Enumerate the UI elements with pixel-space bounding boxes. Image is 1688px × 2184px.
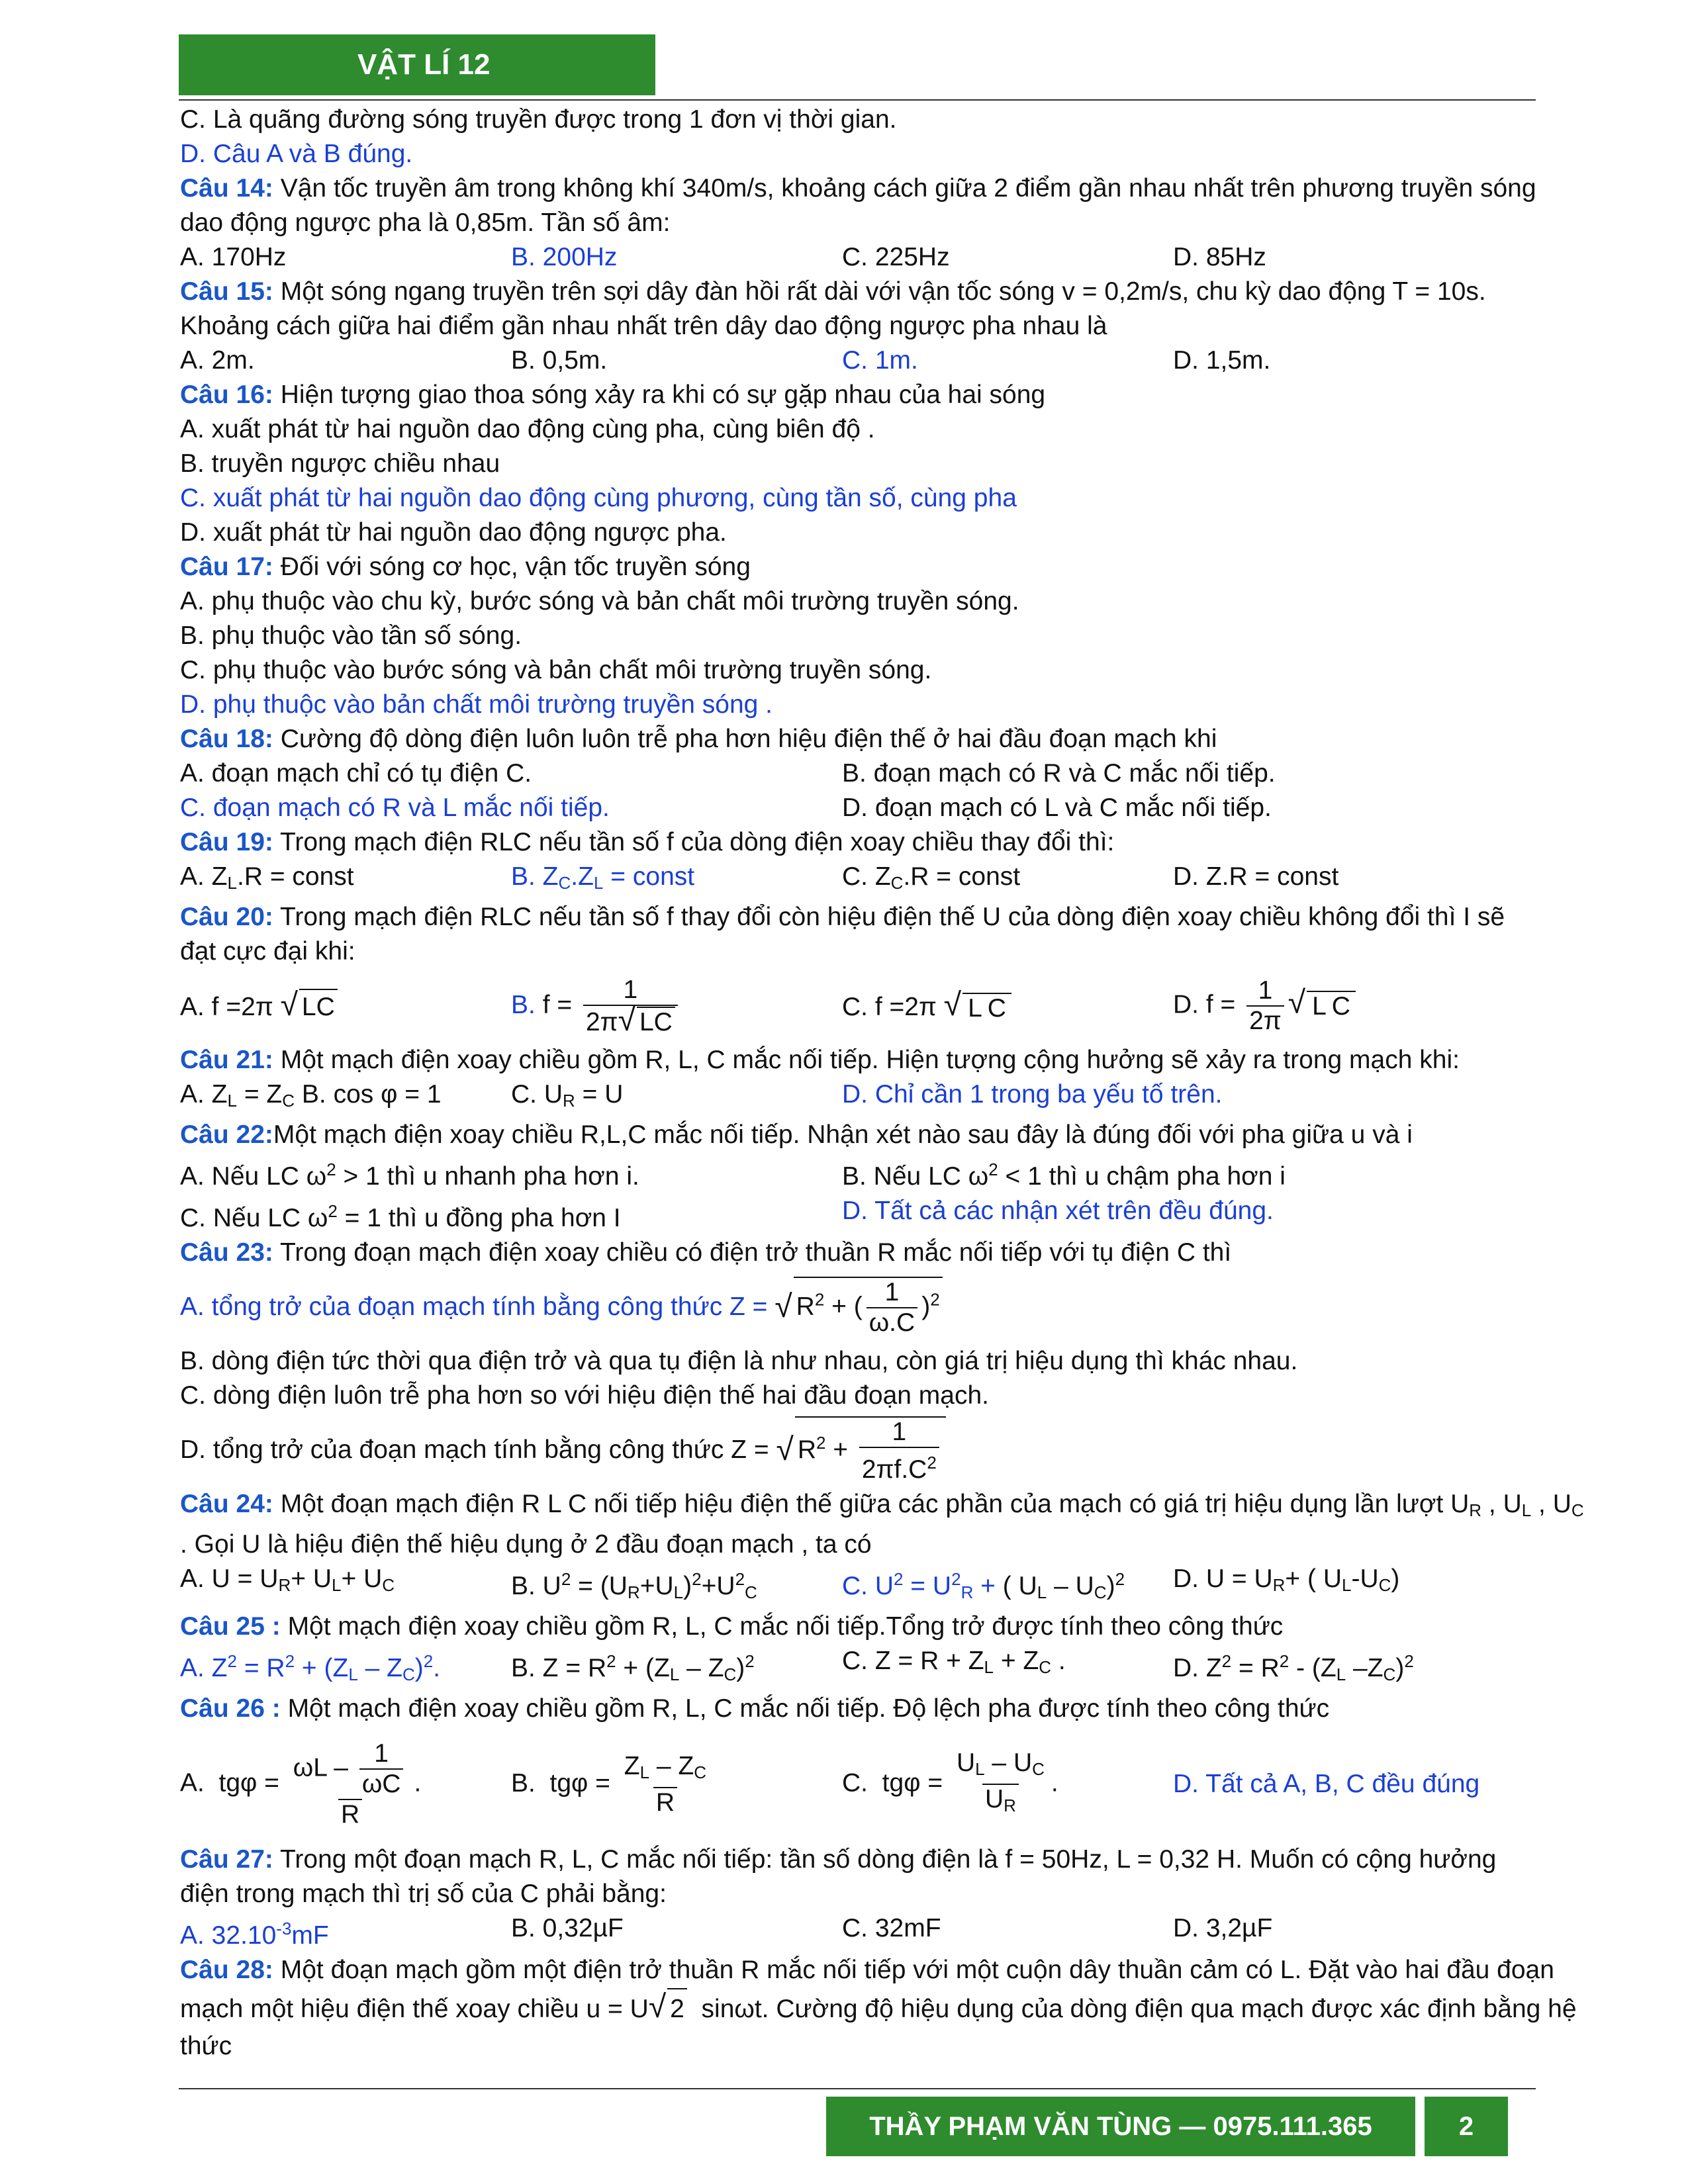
- q20-stem: [180, 900, 1537, 969]
- q19-stem: [180, 825, 1537, 860]
- q28-text2a: mạch một hiệu điện thế xoay chiều u = U: [180, 1995, 649, 2023]
- q23-option-a: A. tổng trở của đoạn mạch tính bằng công thức Z = √ $R^2$ + ( $\frac{1}{\omega.C}$ )$^2$: [180, 1270, 1537, 1344]
- q24-text: Một đoạn mạch điện R L C nối tiếp hiệu điện thế giữa các phần của mạch có giá trị hiệu dụng lần lượt U: [280, 1490, 1470, 1518]
- q21-text: Một mạch điện xoay chiều gồm R, L, C mắc nối tiếp. Hiện tượng cộng hưởng sẽ xảy ra trong mạch khi:: [280, 1046, 1460, 1074]
- q16-option-c: C. xuất phát từ hai nguồn dao động cùng phương, cùng tần số, cùng pha: [180, 484, 1017, 512]
- page-content: [180, 103, 1584, 2064]
- q26-option-d: D. Tất cả A, B, C đều đúng: [1173, 1770, 1480, 1798]
- q19-option-b: B. $Z_C.Z_L$ = const: [511, 862, 695, 893]
- q26-stem: [180, 1692, 1537, 1726]
- q19-option-c: C. $Z_C.R$ = const: [842, 862, 1021, 893]
- q17-option-b: B. phụ thuộc vào tần số sóng.: [180, 621, 522, 650]
- header-title: VẬT LÍ 12: [357, 48, 491, 81]
- q18-option-c: C. đoạn mạch có R và L mắc nối tiếp.: [180, 794, 610, 822]
- q27-label: Câu 27:: [180, 1845, 273, 1874]
- q28-text: Một đoạn mạch gồm một điện trở thuần R mắc nối tiếp với một cuộn dây thuần cảm có L. Đặt vào hai đầu đoạn: [280, 1956, 1554, 1984]
- q26-option-b: B. tgφ = $\frac{Z_L - Z_C}{R}$: [511, 1751, 707, 1817]
- q27-options: [180, 1911, 1537, 1953]
- footer-page-number: [1425, 2097, 1508, 2156]
- q15-text: Một sóng ngang truyền trên sợi dây đàn hồi rất dài với vận tốc sóng v = 0,2m/s, chu kỳ dao động T = 10s. Khoảng cách giữa hai điểm gần nhau nhất trên dây dao động ngược pha nhau là: [180, 277, 1486, 340]
- q18-label: Câu 18:: [180, 725, 273, 753]
- q26-label: Câu 26 :: [180, 1694, 281, 1723]
- q23-label: Câu 23:: [180, 1238, 273, 1267]
- q23-option-d: D. tổng trở của đoạn mạch tính bằng công thức Z = √ $R^2$ + $\frac{1}{2\pi f.C^2}$: [180, 1413, 1537, 1487]
- q27-option-c: C. 32mF: [842, 1914, 941, 1942]
- q15-option-a: A. 2m.: [180, 346, 255, 375]
- footer-page-text: 2: [1458, 2111, 1474, 2141]
- q17-label: Câu 17:: [180, 553, 273, 581]
- q25-options: [180, 1644, 1537, 1692]
- q15-option-d: D. 1,5m.: [1173, 346, 1271, 375]
- q22-options-cd: [180, 1194, 1537, 1236]
- q19-text: Trong mạch điện RLC nếu tần số f của dòng điện xoay chiều thay đổi thì:: [280, 828, 1115, 856]
- header-rule: [179, 99, 1536, 101]
- q22-options-ab: [180, 1152, 1537, 1194]
- q23-option-c: C. dòng điện luôn trễ pha hơn so với hiệu điện thế hai đầu đoạn mạch.: [180, 1381, 989, 1410]
- q24-option-d: D. $U = U_R+$ ( $U_L-U_C$): [1173, 1565, 1400, 1595]
- q22-option-b: B. Nếu LC $\omega^2 < 1$ thì u chậm pha hơn i: [842, 1160, 1286, 1191]
- q23-text: Trong đoạn mạch điện xoay chiều có điện trở thuần R mắc nối tiếp với tụ điện C thì: [280, 1238, 1232, 1267]
- q20-options: [180, 969, 1537, 1043]
- q28-stem-line2: mạch một hiệu điện thế xoay chiều u = U√ 2 sinωt. Cường độ hiệu dụng của dòng điện qua mạch được xác định bằng hệ: [180, 1987, 1537, 2029]
- q14-label: Câu 14:: [180, 174, 273, 203]
- q21-options: [180, 1077, 1537, 1118]
- q23-stem: [180, 1236, 1537, 1270]
- q16-option-b: B. truyền ngược chiều nhau: [180, 449, 500, 478]
- header-banner: [179, 34, 655, 95]
- q26-options: [180, 1726, 1537, 1843]
- q26-text: Một mạch điện xoay chiều gồm R, L, C mắc nối tiếp. Độ lệch pha được tính theo công thức: [287, 1694, 1330, 1723]
- q24-stem: Câu 24: Một đoạn mạch điện R L C nối tiếp hiệu điện thế giữa các phần của mạch có giá trị hiệu dụng lần lượt $U_R$ , $U_L$ , $U_C$: [180, 1490, 1584, 1520]
- q27-option-b: B. 0,32µF: [511, 1914, 624, 1942]
- q25-stem: [180, 1610, 1537, 1644]
- footer-author-text: THẦY PHẠM VĂN TÙNG — 0975.111.365: [869, 2111, 1372, 2141]
- q18-option-a: A. đoạn mạch chỉ có tụ điện C.: [180, 759, 532, 788]
- q28-stem-line3: thức: [180, 2032, 232, 2060]
- q27-option-a: A. $32.10^{-3}mF$: [180, 1919, 329, 1950]
- q17-stem: [180, 550, 1537, 584]
- q14-option-d: D. 85Hz: [1173, 243, 1266, 271]
- q23-option-a-text: A. tổng trở của đoạn mạch tính bằng công thức Z =: [180, 1293, 768, 1321]
- q15-option-b: B. 0,5m.: [511, 346, 608, 375]
- q18-text: Cường độ dòng điện luôn luôn trễ pha hơn hiệu điện thế ở hai đầu đoạn mạch khi: [280, 725, 1217, 753]
- q15-label: Câu 15:: [180, 277, 273, 306]
- q19-option-d: D. Z.R = const: [1173, 862, 1339, 891]
- q25-option-c: C. $Z = R + Z_L + Z_C$ .: [842, 1647, 1066, 1677]
- q15-stem: [180, 275, 1537, 343]
- q23-option-b: B. dòng điện tức thời qua điện trở và qua tụ điện là như nhau, còn giá trị hiệu dụng thì khác nhau.: [180, 1347, 1298, 1375]
- footer-author: [826, 2097, 1415, 2156]
- q20-text: Trong mạch điện RLC nếu tần số f thay đổi còn hiệu điện thế U của dòng điện xoay chiều không đổi thì I sẽ đạt cực đại khi:: [180, 903, 1505, 966]
- q25-label: Câu 25 :: [180, 1612, 281, 1641]
- q20-option-b: B. f = $\frac{1}{2\pi√ LC}$: [511, 976, 842, 1037]
- q14-options: [180, 240, 1537, 275]
- q22-text: Một mạch điện xoay chiều R,L,C mắc nối tiếp. Nhận xét nào sau đây là đúng đối với pha giữa u và i: [273, 1120, 1413, 1149]
- q19-option-a: A. $Z_L.R$ = const: [180, 862, 354, 893]
- q18-option-d: D. đoạn mạch có L và C mắc nối tiếp.: [842, 794, 1272, 822]
- q28-label: Câu 28:: [180, 1956, 273, 1984]
- q26-option-c: C. tgφ = $\frac{U_L - U_C}{U_R}$ .: [842, 1749, 1173, 1820]
- q16-label: Câu 16:: [180, 381, 273, 409]
- q14-text: Vận tốc truyền âm trong không khí 340m/s, khoảng cách giữa 2 điểm gần nhau nhất trên phương truyền sóng dao động ngược pha là 0,85m. Tần số âm:: [180, 174, 1536, 237]
- q24-option-c: C. $U^2 = U^2_R$ + ( $U_L - U_C)^2$: [842, 1569, 1125, 1602]
- q28-text2b: sinωt. Cường độ hiệu dụng của dòng điện qua mạch được xác định bằng hệ: [701, 1995, 1577, 2023]
- q24-option-a: A. $U = U_R+ U_L+ U_C$: [180, 1565, 395, 1595]
- q21-option-c: C. $U_R = U$: [511, 1080, 624, 1111]
- q16-option-a: A. xuất phát từ hai nguồn dao động cùng pha, cùng biên độ .: [180, 415, 875, 443]
- q14-option-b: B. 200Hz: [511, 243, 618, 271]
- q25-text: Một mạch điện xoay chiều gồm R, L, C mắc nối tiếp.Tổng trở được tính theo công thức: [287, 1612, 1284, 1641]
- q27-option-d: D. 3,2µF: [1173, 1914, 1273, 1942]
- q18-stem: [180, 722, 1537, 756]
- q21-stem: [180, 1043, 1537, 1077]
- q16-stem: [180, 378, 1537, 412]
- q19-label: Câu 19:: [180, 828, 273, 856]
- q22-label: Câu 22:: [180, 1120, 273, 1149]
- q26-option-a: A. tgφ = ωL – $\frac{1}{\omega C}$ R .: [180, 1739, 422, 1829]
- q20-option-a: A. f =2π √ LC: [180, 988, 511, 1024]
- q18-option-b: B. đoạn mạch có R và C mắc nối tiếp.: [842, 759, 1276, 788]
- q25-option-d: D. $Z^2 = R^2 - (Z_L$ $-Z_C)^2$: [1173, 1651, 1414, 1684]
- q17-option-d: D. phụ thuộc vào bản chất môi trường truyền sóng .: [180, 690, 773, 719]
- q20-label: Câu 20:: [180, 903, 273, 931]
- q20-option-c: C. f =2π √ L C: [842, 988, 1173, 1024]
- q21-option-d: D. Chỉ cần 1 trong ba yếu tố trên.: [842, 1080, 1223, 1109]
- q22-option-a: A. Nếu LC $\omega^2 > 1$ thì u nhanh pha hơn i.: [180, 1160, 639, 1191]
- q16-text: Hiện tượng giao thoa sóng xảy ra khi có sự gặp nhau của hai sóng: [280, 381, 1046, 409]
- q27-stem: [180, 1843, 1537, 1911]
- q24-label: Câu 24:: [180, 1490, 273, 1518]
- q28-stem: [180, 1953, 1554, 1987]
- q14-option-a: A. 170Hz: [180, 243, 287, 271]
- q20-option-d: D. f = $\frac{1}{2\pi}$ √ L C: [1173, 976, 1504, 1036]
- q16-option-d: D. xuất phát từ hai nguồn dao động ngược pha.: [180, 518, 727, 547]
- q24-option-b: B. $U^2 = (U_R+U_L)^2+U^2_C$: [511, 1569, 757, 1602]
- q21-label: Câu 21:: [180, 1046, 273, 1074]
- q18-options-ab: [180, 756, 1537, 791]
- q17-option-a: A. phụ thuộc vào chu kỳ, bước sóng và bản chất môi trường truyền sóng.: [180, 587, 1019, 615]
- q22-option-d: D. Tất cả các nhận xét trên đều đúng.: [842, 1197, 1274, 1225]
- q23-option-d-text: D. tổng trở của đoạn mạch tính bằng công thức Z =: [180, 1435, 769, 1464]
- q24-stem-cont: . Gọi U là hiệu điện thế hiệu dụng ở 2 đầu đoạn mạch , ta có: [180, 1530, 872, 1559]
- q25-option-a: A. $Z^2 = R^2 + (Z_L - Z_C)^2$.: [180, 1651, 441, 1684]
- q15-option-c: C. 1m.: [842, 346, 918, 375]
- q17-text: Đối với sóng cơ học, vận tốc truyền sóng: [280, 553, 751, 581]
- q22-stem: [180, 1118, 1537, 1152]
- q21-option-ab: A. $Z_L = Z_C$ B. cos φ = 1: [180, 1080, 442, 1111]
- footer-rule: [179, 2088, 1536, 2089]
- q17-option-c: C. phụ thuộc vào bước sóng và bản chất môi trường truyền sóng.: [180, 656, 932, 684]
- q14-stem: [180, 171, 1537, 240]
- q14-option-c: C. 225Hz: [842, 243, 950, 271]
- q13-option-c: C. Là quãng đường sóng truyền được trong 1 đơn vị thời gian.: [180, 105, 897, 134]
- q18-options-cd: [180, 791, 1537, 825]
- q13-option-d: D. Câu A và B đúng.: [180, 140, 413, 168]
- q15-options: [180, 343, 1537, 378]
- q19-options: [180, 860, 1537, 900]
- q27-text: Trong một đoạn mạch R, L, C mắc nối tiếp: tần số dòng điện là f = 50Hz, L = 0,32 H. Muốn có cộng hưởng điện trong mạch thì trị số của C phải bằng:: [180, 1845, 1497, 1908]
- q25-option-b: B. $Z = R^2 + (Z_L - Z_C)^2$: [511, 1651, 755, 1684]
- q22-option-c: C. Nếu LC $\omega^2 = 1$ thì u đồng pha hơn I: [180, 1201, 621, 1232]
- q24-options: [180, 1562, 1537, 1610]
